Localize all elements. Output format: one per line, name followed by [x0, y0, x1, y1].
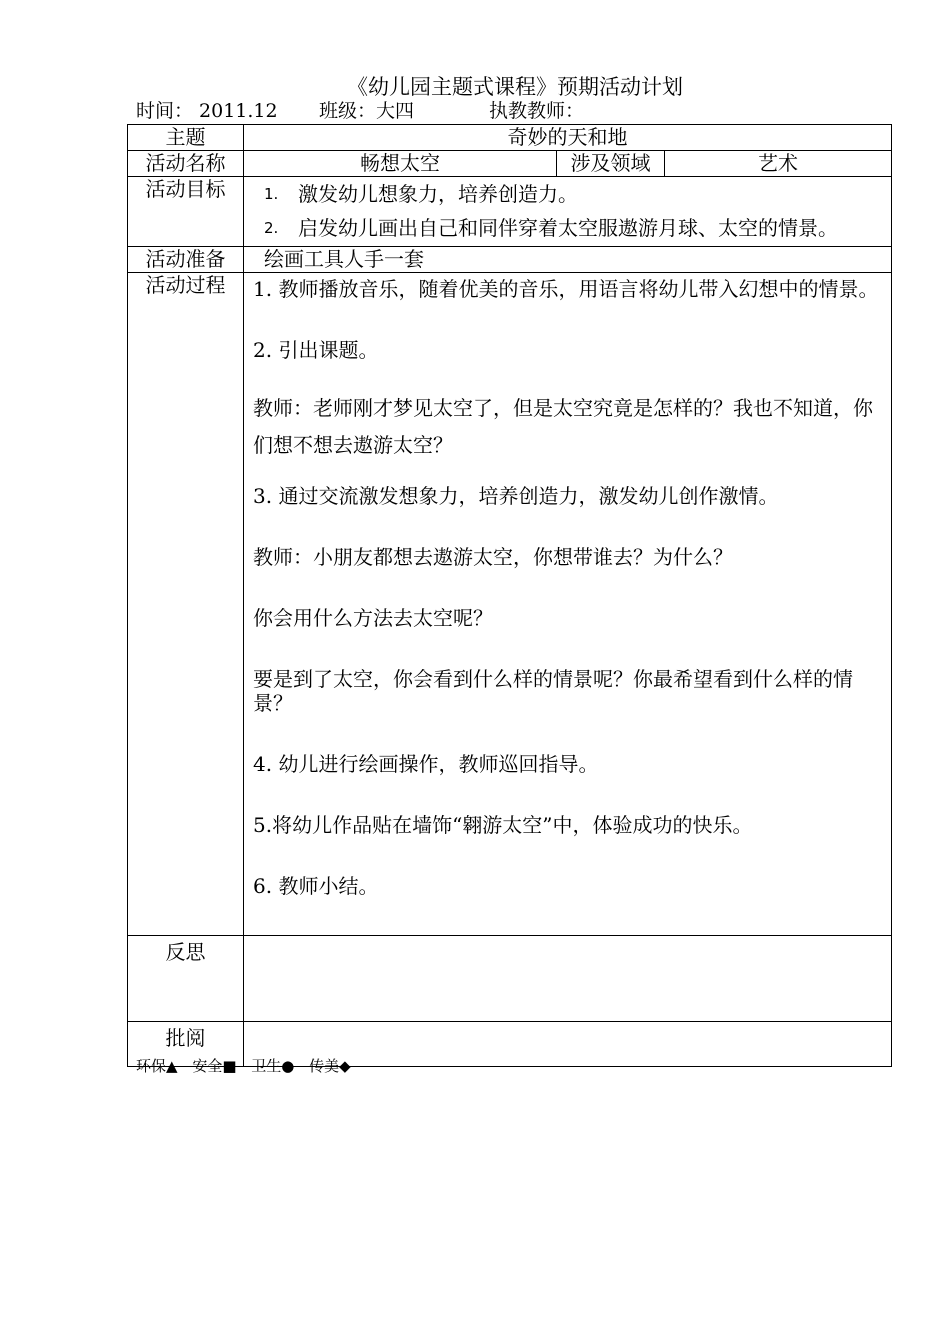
goal-number: 2. [264, 219, 279, 237]
reflection-value [244, 936, 892, 1022]
process-dialogue: 要是到了太空，你会看到什么样的情景呢？你最希望看到什么样的情景？ [253, 667, 853, 715]
process-dialogue: 教师：老师刚才梦见太空了，但是太空究竟是怎样的？我也不知道，你们想不想去遨游太空？ [253, 396, 873, 457]
goal-number: 1. [264, 185, 279, 203]
legend [136, 1056, 361, 1076]
prep-value: 绘画工具人手一套 [244, 247, 892, 273]
legend-item: 传美◆ [309, 1057, 351, 1075]
process-dialogue: 教师：小朋友都想去遨游太空，你想带谁去？为什么？ [253, 545, 733, 569]
legend-item: 卫生● [251, 1057, 295, 1075]
reflection-label: 反思 [128, 936, 244, 1022]
meta-class: 班级：大四 [319, 100, 415, 122]
review-label: 批阅 [128, 1022, 244, 1067]
process-step: 3. 通过交流激发想象力，培养创造力，激发幼儿创作激情。 [253, 484, 779, 508]
meta-teacher: 执教教师： [489, 100, 585, 122]
process-step: 2. 引出课题。 [253, 338, 379, 362]
process-dialogue: 你会用什么方法去太空呢？ [253, 606, 493, 630]
plan-table [127, 124, 892, 1067]
process-step: 4. 幼儿进行绘画操作，教师巡回指导。 [253, 752, 599, 776]
process-step: 1. 教师播放音乐，随着优美的音乐，用语言将幼儿带入幻想中的情景。 [253, 277, 879, 301]
goal-text: 启发幼儿画出自己和同伴穿着太空服遨游月球、太空的情景。 [298, 216, 838, 240]
goal-list [244, 177, 892, 247]
activity-name-label: 活动名称 [128, 151, 244, 177]
meta-line [136, 99, 584, 123]
goal-text: 激发幼儿想象力，培养创造力。 [298, 182, 578, 206]
theme-value: 奇妙的天和地 [244, 125, 892, 151]
legend-item: 环保▲ [136, 1057, 178, 1075]
goal-label: 活动目标 [128, 177, 244, 247]
page-title: 《幼儿园主题式课程》预期活动计划 [347, 75, 683, 99]
goal-item [244, 177, 891, 211]
domain-label: 涉及领域 [557, 151, 665, 177]
process-label: 活动过程 [128, 273, 244, 936]
theme-label: 主题 [128, 125, 244, 151]
goal-item [244, 211, 891, 245]
process-step: 6. 教师小结。 [253, 874, 379, 898]
meta-time: 时间： 2011.12 [136, 100, 278, 122]
process-content [244, 273, 892, 936]
domain-value: 艺术 [665, 151, 892, 177]
activity-name-value: 畅想太空 [244, 151, 557, 177]
legend-item: 安全■ [192, 1057, 237, 1075]
process-step: 5.将幼儿作品贴在墙饰“翱游太空”中，体验成功的快乐。 [253, 813, 753, 837]
prep-label: 活动准备 [128, 247, 244, 273]
